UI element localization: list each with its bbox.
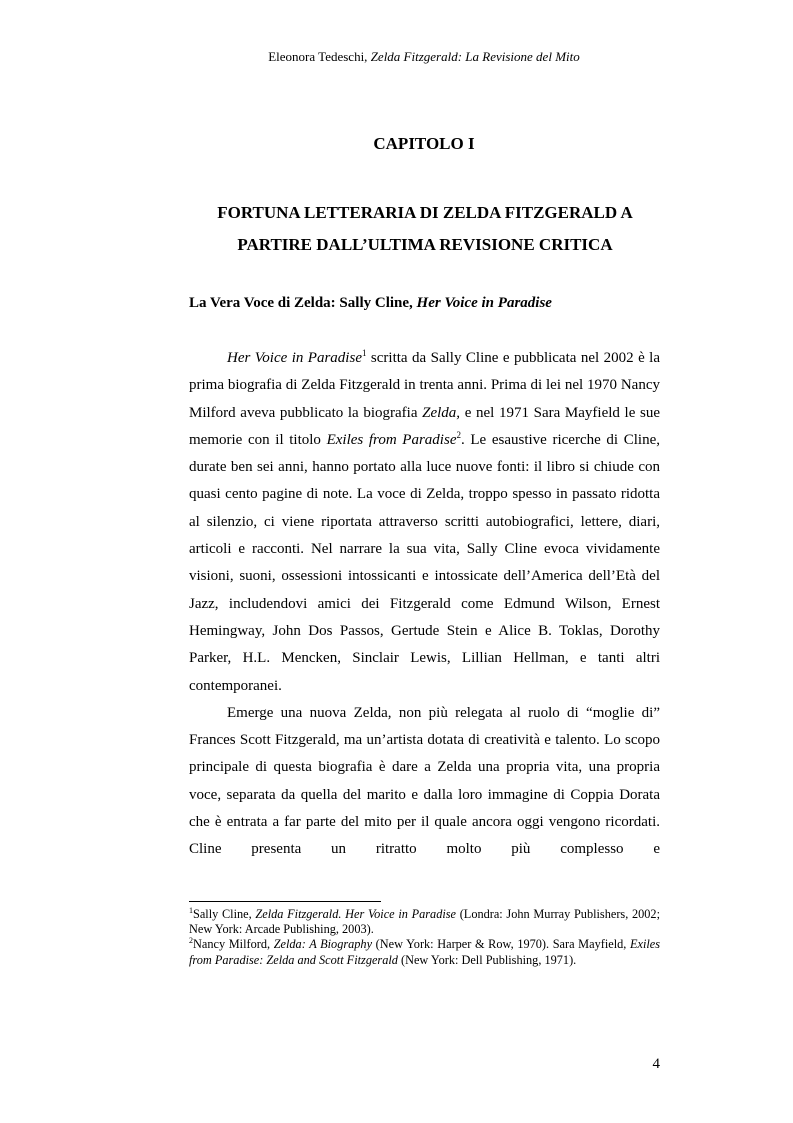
footnote-1 xyxy=(189,907,660,937)
footnote-1-title: Zelda Fitzgerald. Her Voice in Paradise xyxy=(255,907,456,921)
footnote-2-title-b: Exiles from Paradise: Zelda and Scott Fitzgerald xyxy=(189,937,661,967)
p1-zelda-title: Zelda, xyxy=(422,404,461,421)
footnote-2 xyxy=(189,937,660,967)
p1-text-a: scritta da Sally Cline e pubblicata nel 2002 è la prima biografia di Zelda Fitzgerald in trenta anni. Prima di lei nel 1970 Nancy Milford aveva pubblicato la biografia xyxy=(189,350,661,421)
paragraph-2: Emerge una nuova Zelda, non più relegata al ruolo di “moglie di” Frances Scott Fitzgerald, ma un’artista dotata di creatività e talento. Lo scopo principale di questa biografia è dare a Zelda una propria vita, una propria voce, separata da quella del marito e dalla loro immagine di Coppia Dorata che è entrata a far parte del mito per il quale ancora oggi vengono ricordati. Cline presenta un ritratto molto più complesso e xyxy=(189,704,660,858)
footnote-1-publication: (Londra: John Murray Publishers, 2002; New York: Arcade Publishing, 2003). xyxy=(189,907,660,937)
footnote-2-publication-b: (New York: Dell Publishing, 1971). xyxy=(397,952,577,967)
footnote-ref-2[interactable]: 2 xyxy=(456,429,461,440)
footnote-1-number: 1 xyxy=(189,906,193,915)
section-heading xyxy=(189,293,659,313)
footnotes xyxy=(189,907,660,968)
footnote-ref-1[interactable]: 1 xyxy=(361,348,367,358)
footnote-1-author: Sally Cline, xyxy=(193,907,256,921)
chapter-title-line-2: PARTIRE DALL’ULTIMA REVISIONE CRITICA xyxy=(237,235,613,254)
body-text xyxy=(189,345,660,864)
section-heading-prefix: La Vera Voce di Zelda: Sally Cline, xyxy=(189,295,417,311)
page-number: 4 xyxy=(652,1056,660,1072)
footnote-separator xyxy=(189,901,381,902)
p1-text-c: . Le esaustive ricerche di Cline, durate ben sei anni, hanno portato alla luce nuove fonti: il libro si chiude con quasi cento pagine di note. La voce di Zelda, troppo spesso in passato ridotta al silenzio, ci viene riportata attraverso scritti autobiografici, lettere, diari, articoli e racconti. Nel narrare la sua vita, Sally Cline evoca vividamente visioni, suoni, ossessioni intossicanti e intossicate dell’America dell’Età del Jazz, includendovi amici dei Fitzgerald come Edmund Wilson, Ernest Hemingway, John Dos Passos, Gertude Stein e Alice B. Toklas, Dorothy Parker, H.L. Mencken, Sinclair Lewis, Lillian Hellman, e tanti altri contemporanei. xyxy=(189,431,660,694)
paragraph-1 xyxy=(189,345,660,700)
chapter-title xyxy=(170,197,680,261)
p1-exiles-title: Exiles from Paradise xyxy=(326,431,457,448)
p1-book-title: Her Voice in Paradise xyxy=(227,350,362,366)
chapter-title-line-1: FORTUNA LETTERARIA DI ZELDA FITZGERALD A xyxy=(217,203,633,222)
footnote-2-number: 2 xyxy=(189,936,193,946)
p1-text-b: e nel 1971 Sara Mayfield le sue memorie con il titolo xyxy=(189,404,660,448)
header-author: Eleonora Tedeschi, xyxy=(268,49,371,64)
section-heading-book-title: Her Voice in Paradise xyxy=(416,295,552,311)
chapter-label: CAPITOLO I xyxy=(373,134,475,153)
header-thesis-title: Zelda Fitzgerald: La Revisione del Mito xyxy=(370,49,580,64)
running-header xyxy=(189,49,659,65)
footnote-2-title-a: Zelda: A Biography xyxy=(273,937,373,952)
footnote-2-publication-a: (New York: Harper & Row, 1970). Sara Mayfield, xyxy=(372,937,630,952)
footnote-2-author: Nancy Milford, xyxy=(193,937,274,952)
